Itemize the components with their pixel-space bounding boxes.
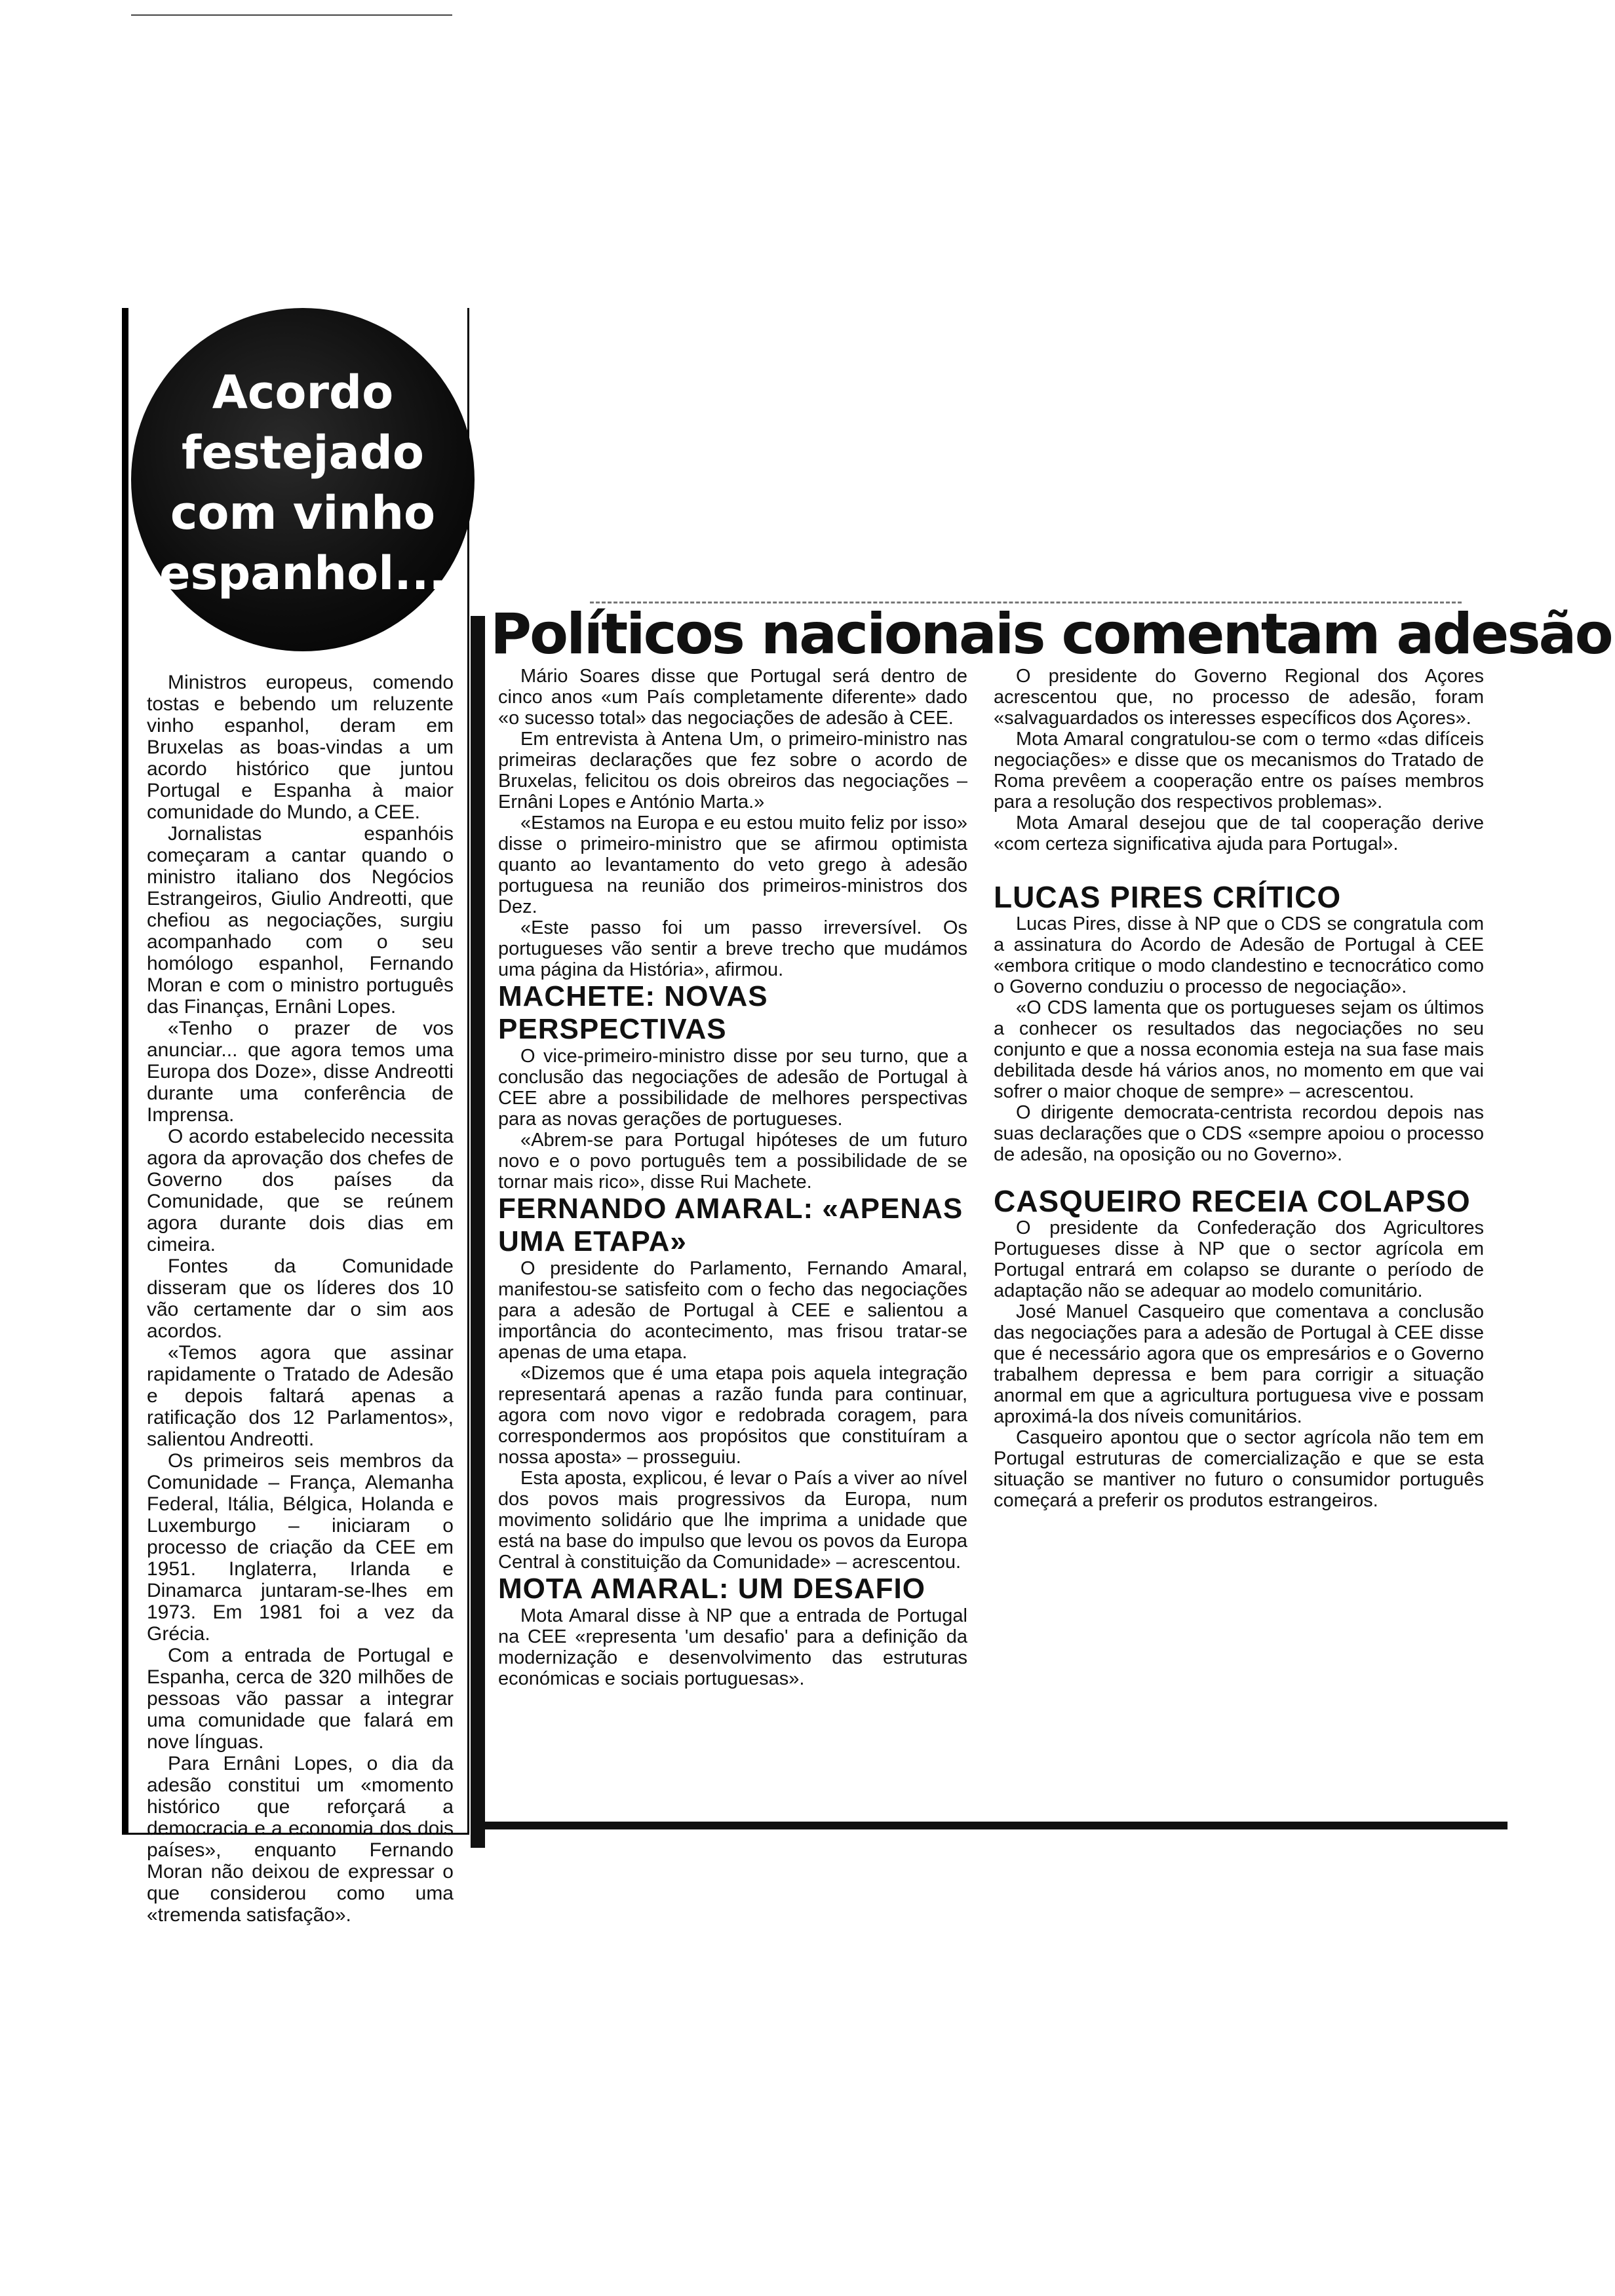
article-paragraph: «Dizemos que é uma etapa pois aquela integração representará apenas a razão funda para continuar, agora com novo vigor e redobrada coragem, para correspondermos aos propósitos que constituíram a nossa aposta» – prosseguiu. [498, 1363, 967, 1468]
sidebar-paragraph: Para Ernâni Lopes, o dia da adesão constitui um «momento histórico que reforçará a democracia e a economia dos dois países», enquanto Fernando Moran não deixou de expressar o que considerou como uma «tremenda satisfação». [147, 1753, 454, 1926]
article-paragraph: O presidente da Confederação dos Agricultores Portugueses disse à NP que o sector agrícola em Portugal entrará em colapso se durante o período de adaptação não se adequar ao modelo comunitário. [994, 1217, 1484, 1301]
article-paragraph: Em entrevista à Antena Um, o primeiro-ministro nas primeiras declarações que fez sobre o acordo de Bruxelas, felicitou os dois obreiros das negociações – Ernâni Lopes e António Marta.» [498, 729, 967, 813]
sidebar-paragraph: «Temos agora que assinar rapidamente o Tratado de Adesão e depois faltará apenas a ratificação dos 12 Parlamentos», salientou Andreotti. [147, 1342, 454, 1450]
main-headline: Políticos nacionais comentam adesão [490, 602, 1612, 667]
article-paragraph: O presidente do Governo Regional dos Açores acrescentou que, no processo de adesão, foram «salvaguardados os interesses específicos dos Açores». [994, 666, 1484, 729]
article-paragraph: Esta aposta, explicou, é levar o País a viver ao nível dos povos mais progressivos da Europa, num movimento solidário que lhe imprima a unidade que está na base do impulso que levou os povos da Europa Central à constituição da Comunidade» – acrescentou. [498, 1468, 967, 1573]
article-paragraph: Mota Amaral congratulou-se com o termo «das difíceis negociações» e disse que os mecanismos do Tratado de Roma prevêem a cooperação entre os países membros para a resolução dos respectivos problemas». [994, 729, 1484, 813]
article-paragraph: Mota Amaral disse à NP que a entrada de Portugal na CEE «representa 'um desafio' para a definição da modernização e desenvolvimento das estruturas económicas e sociais portuguesas». [498, 1605, 967, 1689]
sidebar-body [147, 672, 454, 1926]
sidebar-paragraph: Fontes da Comunidade disseram que os líderes dos 10 vão certamente dar o sim aos acordos. [147, 1255, 454, 1342]
article-paragraph: Lucas Pires, disse à NP que o CDS se congratula com a assinatura do Acordo de Adesão de Portugal à CEE «embora critique o modo clandestino e tecnocrático como o Governo conduziu o processo de negociação». [994, 913, 1484, 997]
subheading-casqueiro: CASQUEIRO RECEIA COLAPSO [994, 1184, 1471, 1218]
article-paragraph: «Estamos na Europa e eu estou muito feliz por isso» disse o primeiro-ministro que se afirmou optimista quanto ao levantamento do veto grego à adesão portuguesa na reunião dos primeiros-ministros dos Dez. [498, 813, 967, 917]
sidebar-paragraph: Com a entrada de Portugal e Espanha, cerca de 320 milhões de pessoas vão passar a integrar uma comunidade que falará em nove línguas. [147, 1645, 454, 1753]
top-rule [131, 14, 452, 16]
article-paragraph: Mário Soares disse que Portugal será dentro de cinco anos «um País completamente diferente» dado «o sucesso total» das negociações de adesão à CEE. [498, 666, 967, 729]
sidebar-paragraph: O acordo estabelecido necessita agora da aprovação dos chefes de Governo dos países da Comunidade, que se reúnem agora durante dois dias em cimeira. [147, 1126, 454, 1255]
sidebar-paragraph: Jornalistas espanhóis começaram a cantar quando o ministro italiano dos Negócios Estrangeiros, Giulio Andreotti, que chefiou as negociações, surgiu acompanhado com o seu homólogo espanhol, Fernando Moran e com o ministro português das Finanças, Ernâni Lopes. [147, 823, 454, 1018]
sidebar-paragraph: «Tenho o prazer de vos anunciar... que agora temos uma Europa dos Doze», disse Andreotti durante uma conferência de Imprensa. [147, 1018, 454, 1126]
subheading-lucas-pires: LUCAS PIRES CRÍTICO [994, 880, 1342, 914]
article-paragraph: «Este passo foi um passo irreversível. Os portugueses vão sentir a breve trecho que mudámos uma página da História», afirmou. [498, 917, 967, 980]
sidebar-title-circle [131, 308, 475, 651]
subheading-fernando-amaral: FERNANDO AMARAL: «APENAS UMA ETAPA» [498, 1193, 963, 1257]
subheading-machete: MACHETE: NOVAS PERSPECTIVAS [498, 980, 768, 1045]
article-bottom-rule [485, 1822, 1508, 1829]
article-column-1 [498, 666, 967, 1689]
article-paragraph: O dirigente democrata-centrista recordou depois nas suas declarações que o CDS «sempre apoiou o processo de adesão, na oposição ou no Governo». [994, 1102, 1484, 1165]
subheading-mota-amaral: MOTA AMARAL: UM DESAFIO [498, 1573, 925, 1605]
article-paragraph: O presidente do Parlamento, Fernando Amaral, manifestou-se satisfeito com o fecho das negociações para a adesão de Portugal à CEE e salientou a importância do acontecimento, mas frisou tratar-se apenas de uma etapa. [498, 1258, 967, 1363]
article-paragraph: Mota Amaral desejou que de tal cooperação derive «com certeza significativa ajuda para Portugal». [994, 813, 1484, 854]
article-paragraph: O vice-primeiro-ministro disse por seu turno, que a conclusão das negociações de adesão de Portugal à CEE abre a possibilidade de melhores perspectivas para as novas gerações de portugueses. [498, 1046, 967, 1130]
sidebar-paragraph: Os primeiros seis membros da Comunidade – França, Alemanha Federal, Itália, Bélgica, Holanda e Luxemburgo – iniciaram o processo de criação da CEE em 1951. Inglaterra, Irlanda e Dinamarca juntaram-se-lhes em 1973. Em 1981 foi a vez da Grécia. [147, 1450, 454, 1645]
sidebar-title: Acordo festejado com vinho espanhol... [159, 366, 446, 600]
article-paragraph: «Abrem-se para Portugal hipóteses de um futuro novo e o povo português tem a possibilidade de se tornar mais rico», disse Rui Machete. [498, 1130, 967, 1193]
article-paragraph: José Manuel Casqueiro que comentava a conclusão das negociações para a adesão de Portugal à CEE disse que é necessário agora que os empresários e o Governo trabalhem depressa e bem para corrigir a situação anormal em que a agricultura portuguesa vive e possam aproximá-la dos níveis comunitários. [994, 1301, 1484, 1427]
sidebar-paragraph: Ministros europeus, comendo tostas e bebendo um reluzente vinho espanhol, deram em Bruxelas as boas-vindas a um acordo histórico que juntou Portugal e Espanha à maior comunidade do Mundo, a CEE. [147, 672, 454, 823]
column-divider-rule [471, 616, 485, 1848]
article-column-2 [994, 666, 1484, 1511]
article-paragraph: «O CDS lamenta que os portugueses sejam os últimos a conhecer os resultados das negociações no seu conjunto e que a nossa economia esteja na sua fase mais debilitada desde há vários anos, no momento em que vai sofrer o maior choque de sempre» – acrescentou. [994, 997, 1484, 1102]
article-paragraph: Casqueiro apontou que o sector agrícola não tem em Portugal estruturas de comercialização e que se esta situação se mantiver no futuro o consumidor português começará a preferir os produtos estrangeiros. [994, 1427, 1484, 1511]
